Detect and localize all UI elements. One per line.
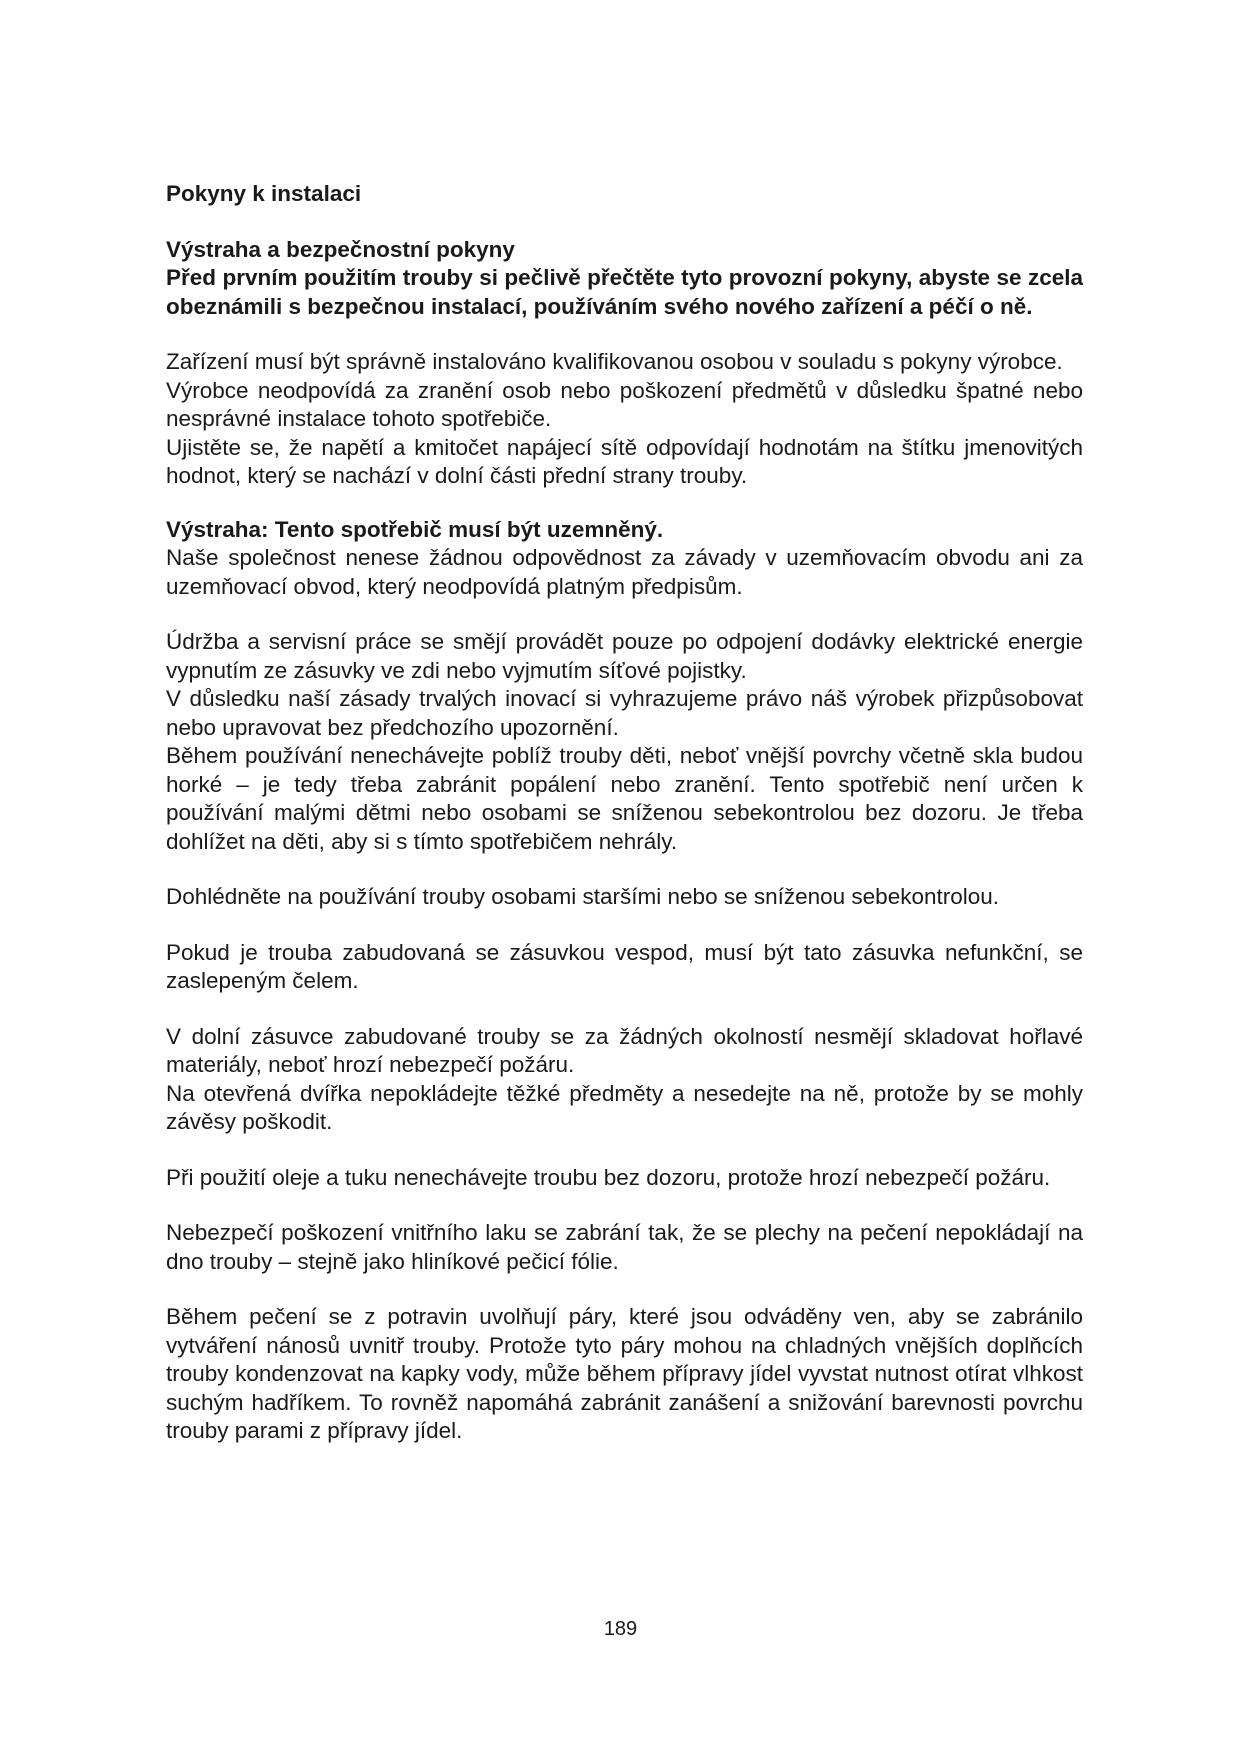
section-title: Pokyny k instalaci: [166, 181, 362, 206]
page-number: 189: [603, 1618, 638, 1640]
grounding-heading: Výstraha: Tento spotřebič musí být uzemněný.: [166, 516, 664, 542]
page-content: [166, 180, 1083, 1446]
innovation-paragraph: V důsledku naší zásady trvalých inovací si vyhrazujeme právo náš výrobek přizpůsobovat nebo upravovat bez předchozího upozornění.: [166, 686, 1083, 740]
door-paragraph: Na otevřená dvířka nepokládejte těžké předměty a nesedejte na ně, protože by se mohly závěsy poškodit.: [166, 1080, 1083, 1134]
service-paragraph: Údržba a servisní práce se smějí provádět pouze po odpojení dodávky elektrické energie vypnutím ze zásuvky ve zdi nebo vyjmutím síťové pojistky.: [166, 629, 1083, 683]
warning-heading: Výstraha a bezpečnostní pokyny: [166, 236, 515, 262]
drawer-paragraph: Pokud je trouba zabudovaná se zásuvkou vespod, musí být tato zásuvka nefunkční, se zaslepeným čelem.: [166, 939, 1083, 993]
warning-intro: Před prvním použitím trouby si pečlivě přečtěte tyto provozní pokyny, abyste se zcela obeznámili s bezpečnou instalací, používáním svého nového zařízení a péčí o ně.: [166, 265, 1083, 319]
flammable-paragraph: V dolní zásuvce zabudované trouby se za žádných okolností nesmějí skladovat hořlavé materiály, neboť hrozí nebezpečí požáru.: [166, 1023, 1083, 1077]
supervise-paragraph: Dohlédněte na používání trouby osobami staršími nebo se sníženou sebekontrolou.: [166, 884, 1000, 909]
steam-paragraph: Během pečení se z potravin uvolňují páry, které jsou odváděny ven, aby se zabránilo vytváření nánosů uvnitř trouby. Protože tyto páry mohou na chladných vnějších doplňcích trouby kondenzovat na kapky vody, může během přípravy jídel vyvstat nutnost otírat vlhkost suchým hadříkem. To rovněž napomáhá zabránit zanášení a snižování barevnosti povrchu trouby parami z přípravy jídel.: [166, 1304, 1083, 1443]
install-paragraph-2: Výrobce neodpovídá za zranění osob nebo poškození předmětů v důsledku špatné nebo nesprávné instalace tohoto spotřebiče.: [166, 377, 1083, 431]
install-paragraph-3: Ujistěte se, že napětí a kmitočet napájecí sítě odpovídají hodnotám na štítku jmenovitých hodnot, který se nachází v dolní části přední strany trouby.: [166, 434, 1083, 488]
oil-paragraph: Při použití oleje a tuku nenechávejte troubu bez dozoru, protože hrozí nebezpečí požáru.: [166, 1164, 1051, 1190]
grounding-paragraph: Naše společnost nenese žádnou odpovědnost za závady v uzemňovacím obvodu ani za uzemňovací obvod, který neodpovídá platným předpisům.: [166, 545, 1083, 599]
install-paragraph-1: Zařízení musí být správně instalováno kvalifikovanou osobou v souladu s pokyny výrobce.: [166, 349, 1063, 374]
children-paragraph: Během používání nenechávejte poblíž trouby děti, neboť vnější povrchy včetně skla budou horké – je tedy třeba zabránit popálení nebo zranění. Tento spotřebič není určen k používání malými dětmi nebo osobami se sníženou sebekontrolou bez dozoru. Je třeba dohlížet na děti, aby si s tímto spotřebičem nehrály.: [166, 743, 1083, 854]
enamel-paragraph: Nebezpečí poškození vnitřního laku se zabrání tak, že se plechy na pečení nepokládají na dno trouby – stejně jako hliníkové pečicí fólie.: [166, 1220, 1083, 1274]
